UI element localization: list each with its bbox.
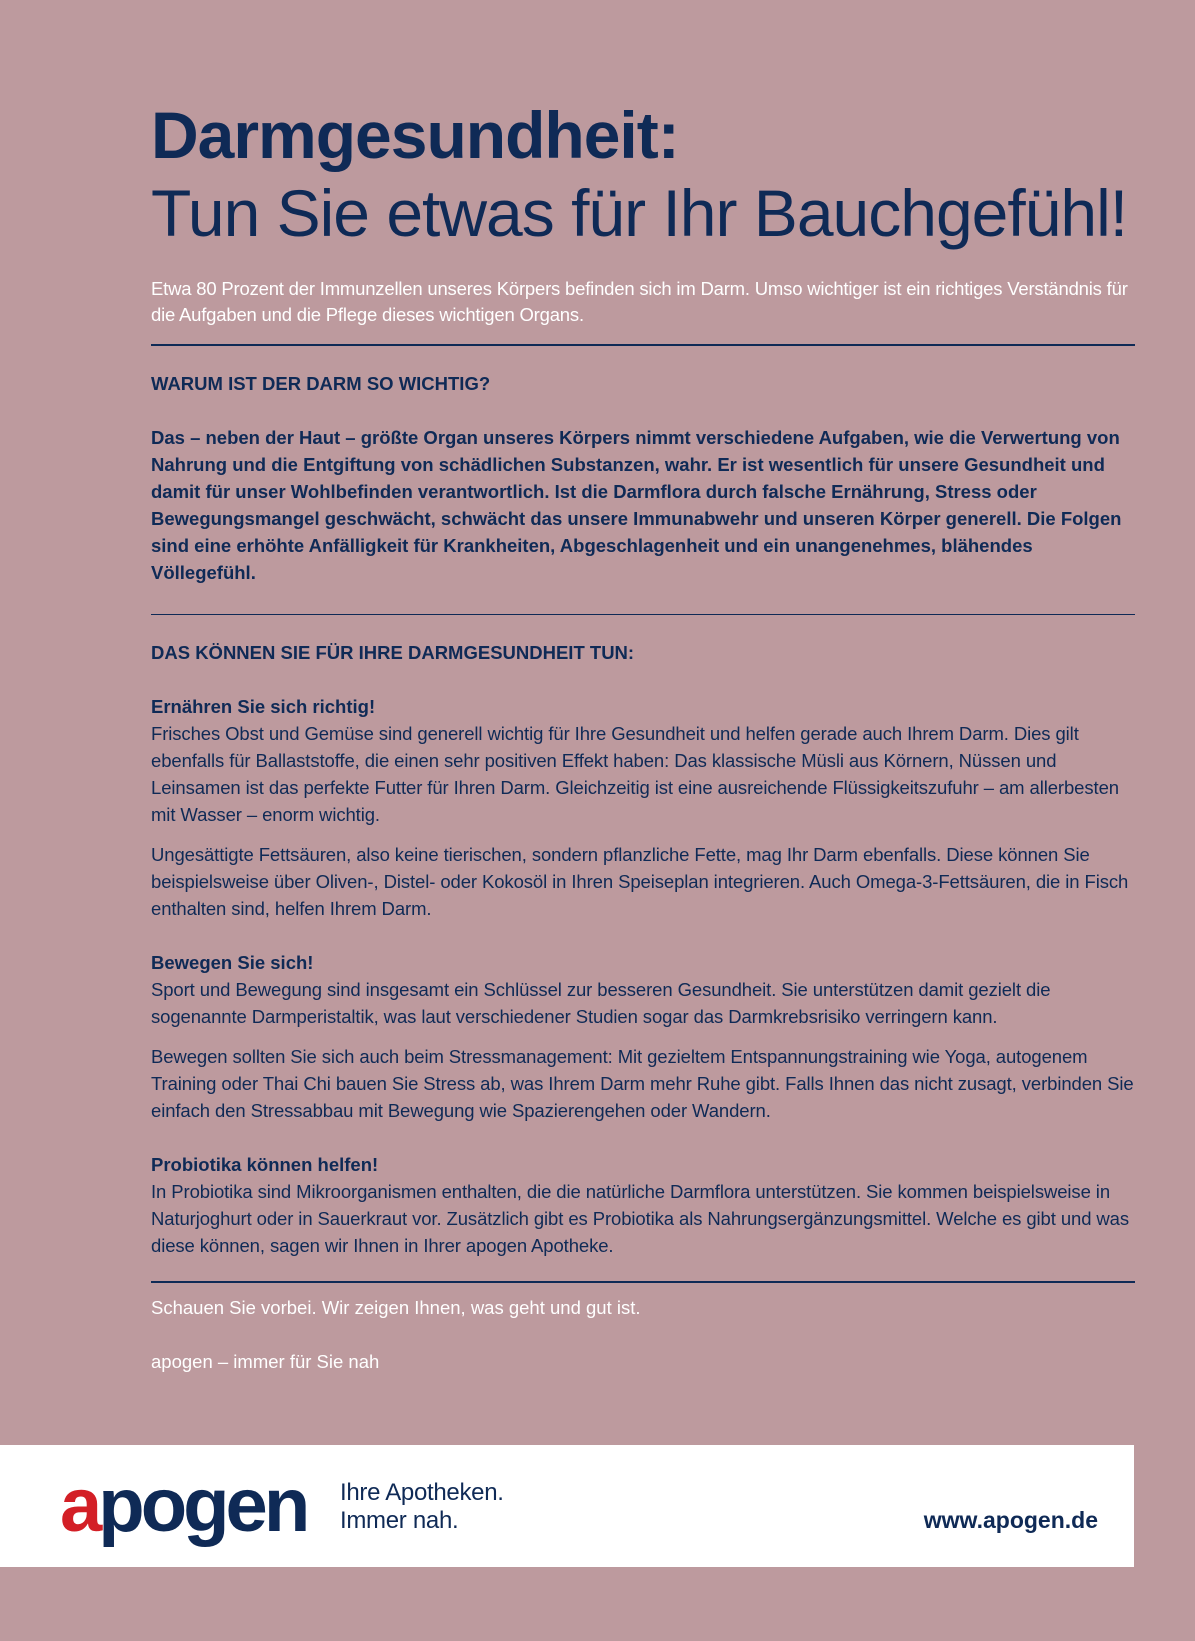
paragraph-exercise-1: Sport und Bewegung sind insgesamt ein Schlüssel zur besseren Gesundheit. Sie unterstützen damit gezielt die sogenannte Darmperistaltik, was laut verschiedener Studien sogar das Darmkrebsrisiko verringern kann. — [151, 979, 1051, 1027]
paragraph-exercise-2: Bewegen sollten Sie sich auch beim Stressmanagement: Mit gezieltem Entspannungstraining wie Yoga, autogenem Training oder Thai Chi bauen Sie Stress ab, was Ihrem Darm mehr Ruhe gibt. Falls Ihnen das nicht zusagt, verbinden Sie einfach den Stressabbau mit Bewegung wie Spazierengehen oder Wandern. — [151, 1046, 1134, 1121]
section-heading-tips: DAS KÖNNEN SIE FÜR IHRE DARMGESUNDHEIT TUN: — [151, 642, 635, 663]
tagline-line1: Ihre Apotheken. — [340, 1479, 504, 1506]
website-link[interactable]: www.apogen.de — [923, 1507, 1098, 1533]
apogen-logo — [60, 1461, 306, 1551]
divider — [151, 1281, 1135, 1283]
tagline — [340, 1479, 504, 1535]
footer-banner — [0, 1445, 1134, 1567]
closing-text: Schauen Sie vorbei. Wir zeigen Ihnen, was geht und gut ist. — [151, 1297, 641, 1318]
page-subtitle: Tun Sie etwas für Ihr Bauchgefühl! — [151, 176, 1128, 250]
section-text-why: Das – neben der Haut – größte Organ unseres Körpers nimmt verschiedene Aufgaben, wie die Verwertung von Nahrung und die Entgiftung von schädlichen Substanzen, wahr. Er ist wesentlich für unsere Gesundheit und damit für unser Wohlbefinden verantwortlich. Ist die Darmflora durch falsche Ernährung, Stress oder Bewegungsmangel geschwächt, schwächt das unsere Immunabwehr und unseren Körper generell. Die Folgen sind eine erhöhte Anfälligkeit für Krankheiten, Abgeschlagenheit und ein unangenehmes, blähendes Völlegefühl. — [151, 427, 1122, 583]
page-title: Darmgesundheit: — [151, 98, 679, 172]
divider — [151, 614, 1135, 615]
closing-slogan: apogen – immer für Sie nah — [151, 1351, 380, 1372]
logo-text: pogen — [98, 1463, 307, 1548]
paragraph-nutrition-2: Ungesättigte Fettsäuren, also keine tierischen, sondern pflanzliche Fette, mag Ihr Darm ebenfalls. Diese können Sie beispielsweise über Oliven-, Distel- oder Kokosöl in Ihren Speiseplan integrieren. Auch Omega-3-Fettsäuren, die in Fisch enthalten sind, helfen Ihrem Darm. — [151, 844, 1129, 919]
logo-letter-a: a — [60, 1463, 99, 1548]
divider — [151, 344, 1135, 346]
subheading-probiotics: Probiotika können helfen! — [151, 1154, 379, 1175]
intro-text: Etwa 80 Prozent der Immunzellen unseres Körpers befinden sich im Darm. Umso wichtiger ist ein richtiges Verständnis für die Aufgaben und die Pflege dieses wichtigen Organs. — [151, 278, 1128, 325]
article — [151, 96, 1135, 1375]
paragraph-nutrition-1: Frisches Obst und Gemüse sind generell wichtig für Ihre Gesundheit und helfen gerade auch Ihrem Darm. Dies gilt ebenfalls für Ballaststoffe, die einen sehr positiven Effekt haben: Das klassische Müsli aus Körnern, Nüssen und Leinsamen ist das perfekte Futter für Ihren Darm. Gleichzeitig ist eine ausreichende Flüssigkeitszufuhr – am allerbesten mit Wasser – enorm wichtig. — [151, 723, 1119, 825]
paragraph-probiotics-1: In Probiotika sind Mikroorganismen enthalten, die die natürliche Darmflora unterstützen. Sie kommen beispielsweise in Naturjoghurt oder in Sauerkraut vor. Zusätzlich gibt es Probiotika als Nahrungsergänzungsmittel. Welche es gibt und was diese können, sagen wir Ihnen in Ihrer apogen Apotheke. — [151, 1181, 1130, 1256]
section-heading-why: WARUM IST DER DARM SO WICHTIG? — [151, 373, 491, 394]
tagline-line2: Immer nah. — [340, 1507, 459, 1534]
subheading-nutrition: Ernähren Sie sich richtig! — [151, 696, 376, 717]
subheading-exercise: Bewegen Sie sich! — [151, 952, 314, 973]
